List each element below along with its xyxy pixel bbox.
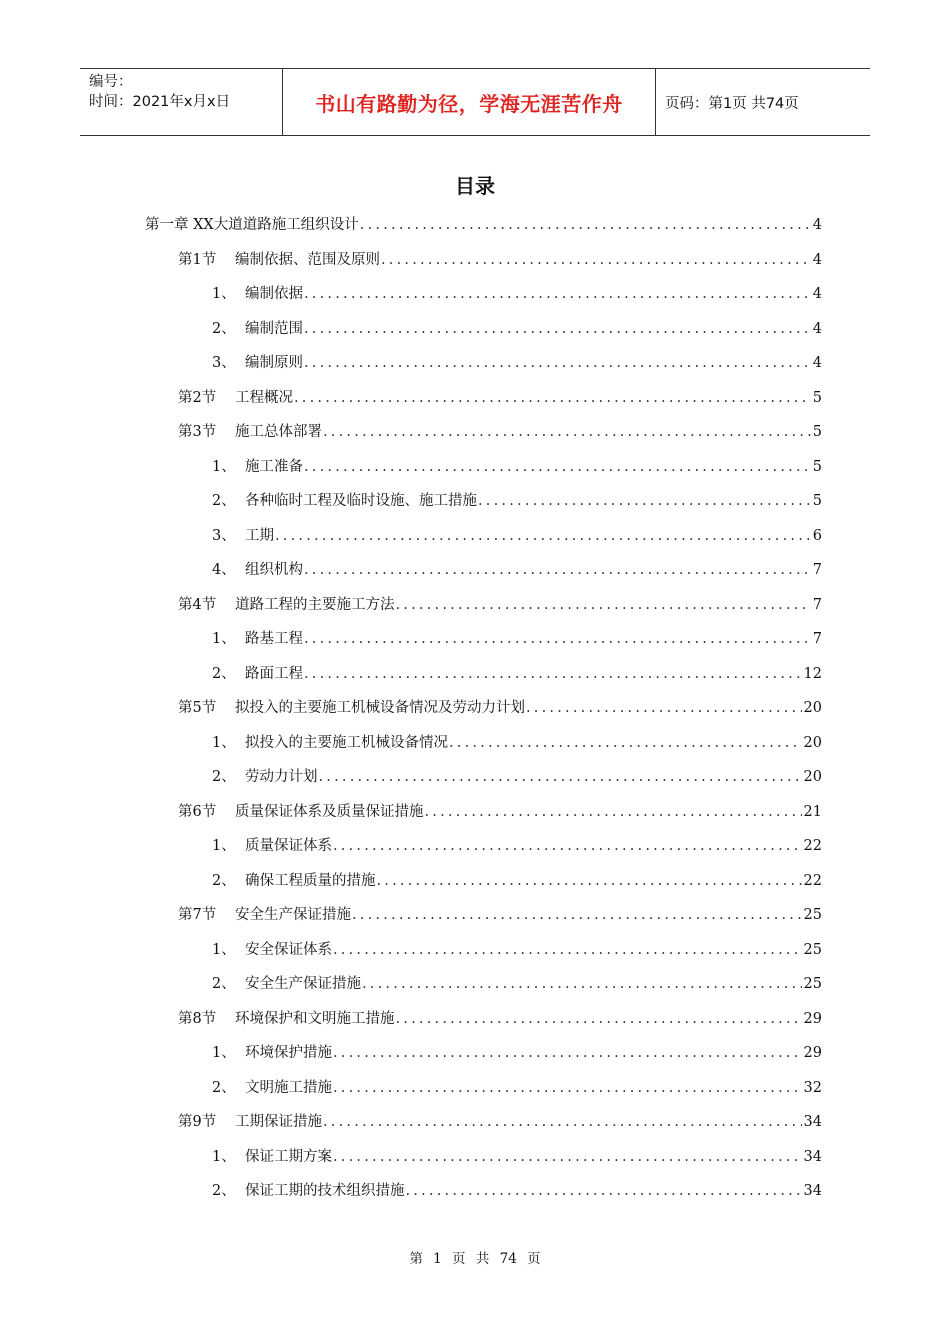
- toc-entry-item[interactable]: [212, 559, 822, 581]
- toc-entry-label: 工程概况: [235, 389, 293, 406]
- toc-entry-number: 第6节: [178, 803, 217, 820]
- header-table: [80, 68, 870, 136]
- toc-entry-number: 2、: [212, 320, 236, 337]
- toc-entry-label: 文明施工措施: [245, 1079, 332, 1096]
- toc-entry-number: 1、: [212, 1045, 236, 1061]
- toc-leader-dots: [377, 870, 802, 892]
- toc-entry-item[interactable]: [212, 1180, 822, 1202]
- toc-entry-number: 1、: [212, 286, 236, 302]
- toc-leader-dots: [304, 283, 811, 305]
- toc-entry-label: 安全保证体系: [245, 941, 332, 958]
- toc-entry-section-1[interactable]: [178, 249, 822, 271]
- toc-entry-number: 1、: [212, 838, 236, 854]
- toc-entry-label: 质量保证体系及质量保证措施: [235, 803, 424, 820]
- toc-entry-page: 5: [812, 389, 822, 406]
- toc-entry-item[interactable]: [212, 939, 822, 961]
- header-page-cell: [656, 69, 870, 135]
- toc-entry-page: 4: [812, 286, 822, 302]
- toc-leader-dots: [396, 1008, 802, 1030]
- toc-entry-label: 保证工期方案: [245, 1148, 332, 1165]
- toc-entry-page: 20: [803, 769, 822, 785]
- page-footer: 第 1 页 共 74 页: [409, 1251, 541, 1267]
- toc-entry-chapter-1[interactable]: [145, 214, 822, 236]
- toc-leader-dots: [304, 559, 811, 581]
- toc-entry-page: 34: [803, 1183, 822, 1199]
- toc-entry-label: 路基工程: [245, 631, 303, 647]
- toc-entry-number: 2、: [212, 493, 236, 509]
- toc-entry-label: 质量保证体系: [245, 838, 332, 854]
- toc-entry-number: 第3节: [178, 424, 217, 440]
- toc-entry-page: 7: [812, 596, 822, 613]
- toc-entry-number: 第2节: [178, 389, 217, 406]
- toc-entry-page: 25: [803, 976, 822, 992]
- toc-entry-item[interactable]: [212, 1146, 822, 1168]
- toc-leader-dots: [304, 352, 811, 374]
- toc-entry-label: 拟投入的主要施工机械设备情况及劳动力计划: [235, 700, 525, 716]
- toc-entry-number: 1、: [212, 941, 236, 958]
- toc-entry-label: 保证工期的技术组织措施: [245, 1183, 405, 1199]
- toc-entry-number: 第9节: [178, 1114, 217, 1130]
- toc-leader-dots: [381, 249, 811, 271]
- toc-entry-label: 路面工程: [245, 665, 303, 682]
- toc-entry-item[interactable]: [212, 732, 822, 754]
- header-motto-cell: [282, 69, 656, 135]
- toc-entry-number: 第一章: [145, 217, 189, 233]
- toc-entry-page: 20: [803, 700, 822, 716]
- toc-entry-item[interactable]: [212, 628, 822, 650]
- toc-entry-number: 第7节: [178, 907, 217, 923]
- toc-entry-item[interactable]: [212, 1077, 822, 1099]
- toc-entry-item[interactable]: [212, 835, 822, 857]
- header-page-label: 页码：第1页 共74页: [665, 95, 799, 112]
- toc-entry-page: 20: [803, 734, 822, 751]
- toc-entry-number: 3、: [212, 527, 236, 544]
- toc-entry-page: 6: [812, 527, 822, 544]
- toc-entry-label: 确保工程质量的措施: [245, 872, 376, 889]
- toc-entry-section-2[interactable]: [178, 387, 822, 409]
- toc-entry-number: 第5节: [178, 700, 217, 716]
- toc-entry-label: 环境保护和文明施工措施: [235, 1010, 395, 1027]
- toc-entry-label: 施工准备: [245, 458, 303, 475]
- toc-leader-dots: [304, 456, 811, 478]
- toc-leader-dots: [333, 1042, 802, 1064]
- toc-entry-section-4[interactable]: [178, 594, 822, 616]
- toc-leader-dots: [360, 214, 811, 236]
- toc-entry-page: 4: [812, 217, 822, 233]
- toc-entry-item[interactable]: [212, 318, 822, 340]
- toc-entry-number: 1、: [212, 458, 236, 475]
- toc-entry-item[interactable]: [212, 456, 822, 478]
- toc-entry-label: 各种临时工程及临时设施、施工措施: [245, 493, 477, 509]
- toc-entry-section-5[interactable]: [178, 697, 822, 719]
- header-time-label: 时间：2021年x月x日: [89, 94, 231, 110]
- toc-entry-label: 安全生产保证措施: [245, 976, 361, 992]
- toc-entry-label: 环境保护措施: [245, 1045, 332, 1061]
- toc-entry-page: 32: [803, 1079, 822, 1096]
- toc-entry-item[interactable]: [212, 973, 822, 995]
- toc-entry-item[interactable]: [212, 766, 822, 788]
- toc-leader-dots: [304, 663, 802, 685]
- toc-leader-dots: [323, 421, 811, 443]
- toc-entry-section-9[interactable]: [178, 1111, 822, 1133]
- toc-entry-number: 第4节: [178, 596, 217, 613]
- toc-entry-page: 4: [812, 320, 822, 337]
- toc-entry-page: 4: [812, 355, 822, 371]
- toc-entry-page: 21: [803, 803, 822, 820]
- toc-entry-label: 编制依据、范围及原则: [235, 251, 380, 268]
- toc-entry-section-3[interactable]: [178, 421, 822, 443]
- toc-entry-number: 2、: [212, 872, 236, 889]
- toc-entry-number: 2、: [212, 976, 236, 992]
- toc-entry-item[interactable]: [212, 1042, 822, 1064]
- toc-leader-dots: [319, 766, 802, 788]
- toc-entry-page: 29: [803, 1010, 822, 1027]
- toc-leader-dots: [478, 490, 811, 512]
- toc-leader-dots: [362, 973, 802, 995]
- toc-entry-item[interactable]: [212, 283, 822, 305]
- header-info-cell: [80, 69, 282, 135]
- toc-entry-number: 4、: [212, 562, 236, 578]
- toc-entry-label: 组织机构: [245, 562, 303, 578]
- toc-entry-page: 7: [812, 562, 822, 578]
- toc-leader-dots: [425, 801, 802, 823]
- toc-entry-section-8[interactable]: [178, 1008, 822, 1030]
- toc-entry-label: 编制范围: [245, 320, 303, 337]
- toc-entry-section-7[interactable]: [178, 904, 822, 926]
- toc-leader-dots: [304, 318, 811, 340]
- toc-leader-dots: [275, 525, 811, 547]
- toc-leader-dots: [333, 1077, 802, 1099]
- toc-entry-item[interactable]: [212, 870, 822, 892]
- toc-entry-label: 编制原则: [245, 355, 303, 371]
- toc-leader-dots: [294, 387, 811, 409]
- toc-entry-section-6[interactable]: [178, 801, 822, 823]
- toc-title: 目录: [455, 174, 495, 198]
- toc-entry-item[interactable]: [212, 352, 822, 374]
- toc-entry-label: 道路工程的主要施工方法: [235, 596, 395, 613]
- toc-entry-number: 第1节: [178, 251, 217, 268]
- toc-leader-dots: [333, 939, 802, 961]
- toc-entry-number: 1、: [212, 734, 236, 751]
- toc-leader-dots: [449, 732, 802, 754]
- toc-entry-number: 2、: [212, 769, 236, 785]
- toc-entry-label: 安全生产保证措施: [235, 907, 351, 923]
- toc-leader-dots: [333, 1146, 802, 1168]
- toc-entry-page: 12: [803, 665, 822, 682]
- toc-entry-item[interactable]: [212, 525, 822, 547]
- toc-entry-label: 拟投入的主要施工机械设备情况: [245, 734, 448, 751]
- toc-entry-label: 工期: [245, 527, 274, 544]
- toc-entry-number: 1、: [212, 631, 236, 647]
- toc-entry-page: 7: [812, 631, 822, 647]
- header-motto: 书山有路勤为径，学海无涯苦作舟: [315, 91, 623, 116]
- header-number-label: 编号：: [89, 74, 133, 90]
- toc-entry-item[interactable]: [212, 663, 822, 685]
- toc-entry-number: 第8节: [178, 1010, 217, 1027]
- toc-entry-page: 25: [803, 907, 822, 923]
- toc-leader-dots: [323, 1111, 802, 1133]
- toc-entry-label: XX大道道路施工组织设计: [193, 217, 359, 233]
- toc-entry-page: 5: [812, 493, 822, 509]
- toc-leader-dots: [333, 835, 802, 857]
- toc-leader-dots: [396, 594, 811, 616]
- toc-entry-label: 编制依据: [245, 286, 303, 302]
- toc-entry-number: 2、: [212, 665, 236, 682]
- toc-entry-page: 22: [803, 872, 822, 889]
- toc-entry-page: 22: [803, 838, 822, 854]
- toc-entry-page: 5: [812, 424, 822, 440]
- toc-entry-label: 劳动力计划: [245, 769, 318, 785]
- toc-entry-label: 工期保证措施: [235, 1114, 322, 1130]
- toc-entry-page: 5: [812, 458, 822, 475]
- toc-entry-page: 4: [812, 251, 822, 268]
- toc-leader-dots: [304, 628, 811, 650]
- toc-entry-page: 34: [803, 1148, 822, 1165]
- toc-entry-number: 1、: [212, 1148, 236, 1165]
- toc-leader-dots: [406, 1180, 802, 1202]
- toc-entry-number: 3、: [212, 355, 236, 371]
- toc-entry-label: 施工总体部署: [235, 424, 322, 440]
- toc-leader-dots: [352, 904, 802, 926]
- toc-entry-number: 2、: [212, 1079, 236, 1096]
- toc-entry-item[interactable]: [212, 490, 822, 512]
- toc-entry-page: 29: [803, 1045, 822, 1061]
- toc-leader-dots: [526, 697, 802, 719]
- toc-entry-number: 2、: [212, 1183, 236, 1199]
- toc-entry-page: 34: [803, 1114, 822, 1130]
- toc-entry-page: 25: [803, 941, 822, 958]
